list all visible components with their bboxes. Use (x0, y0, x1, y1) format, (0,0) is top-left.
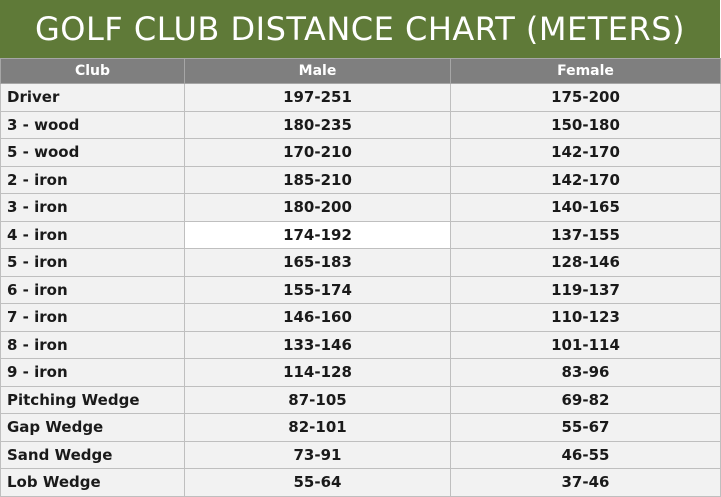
female-distance-cell: 69-82 (451, 386, 721, 414)
male-distance-cell: 82-101 (185, 414, 451, 442)
table-row (1, 166, 721, 194)
club-cell: 8 - iron (1, 331, 185, 359)
table-row (1, 249, 721, 277)
female-distance-cell: 55-67 (451, 414, 721, 442)
female-distance-cell: 37-46 (451, 469, 721, 497)
male-distance-cell: 180-235 (185, 111, 451, 139)
table-row (1, 139, 721, 167)
table-row (1, 84, 721, 112)
male-distance-cell: 155-174 (185, 276, 451, 304)
column-header-male: Male (185, 59, 451, 84)
table-row (1, 469, 721, 497)
female-distance-cell: 119-137 (451, 276, 721, 304)
male-distance-cell: 146-160 (185, 304, 451, 332)
female-distance-cell: 142-170 (451, 139, 721, 167)
female-distance-cell: 150-180 (451, 111, 721, 139)
table-row (1, 221, 721, 249)
table-row (1, 111, 721, 139)
club-cell: Lob Wedge (1, 469, 185, 497)
club-cell: Driver (1, 84, 185, 112)
female-distance-cell: 110-123 (451, 304, 721, 332)
female-distance-cell: 101-114 (451, 331, 721, 359)
column-header-club: Club (1, 59, 185, 84)
club-cell: 2 - iron (1, 166, 185, 194)
table-row (1, 276, 721, 304)
male-distance-cell: 55-64 (185, 469, 451, 497)
male-distance-cell: 165-183 (185, 249, 451, 277)
club-cell: Gap Wedge (1, 414, 185, 442)
club-cell: 6 - iron (1, 276, 185, 304)
club-cell: 5 - iron (1, 249, 185, 277)
club-cell: 9 - iron (1, 359, 185, 387)
table-row (1, 386, 721, 414)
male-distance-cell: 174-192 (185, 221, 451, 249)
club-cell: 3 - wood (1, 111, 185, 139)
club-cell: Sand Wedge (1, 441, 185, 469)
club-cell: 5 - wood (1, 139, 185, 167)
table-row (1, 414, 721, 442)
club-cell: 4 - iron (1, 221, 185, 249)
female-distance-cell: 175-200 (451, 84, 721, 112)
distance-table (0, 58, 721, 497)
male-distance-cell: 180-200 (185, 194, 451, 222)
table-row (1, 194, 721, 222)
column-header-female: Female (451, 59, 721, 84)
female-distance-cell: 140-165 (451, 194, 721, 222)
male-distance-cell: 170-210 (185, 139, 451, 167)
female-distance-cell: 83-96 (451, 359, 721, 387)
club-cell: 7 - iron (1, 304, 185, 332)
table-row (1, 441, 721, 469)
title-bar (0, 0, 720, 59)
male-distance-cell: 87-105 (185, 386, 451, 414)
table-row (1, 331, 721, 359)
male-distance-cell: 185-210 (185, 166, 451, 194)
table-row (1, 359, 721, 387)
male-distance-cell: 73-91 (185, 441, 451, 469)
chart-title: GOLF CLUB DISTANCE CHART (METERS) (34, 10, 686, 48)
female-distance-cell: 142-170 (451, 166, 721, 194)
header-row (1, 59, 721, 84)
male-distance-cell: 133-146 (185, 331, 451, 359)
female-distance-cell: 137-155 (451, 221, 721, 249)
male-distance-cell: 197-251 (185, 84, 451, 112)
female-distance-cell: 128-146 (451, 249, 721, 277)
table-row (1, 304, 721, 332)
male-distance-cell: 114-128 (185, 359, 451, 387)
female-distance-cell: 46-55 (451, 441, 721, 469)
club-cell: 3 - iron (1, 194, 185, 222)
club-cell: Pitching Wedge (1, 386, 185, 414)
